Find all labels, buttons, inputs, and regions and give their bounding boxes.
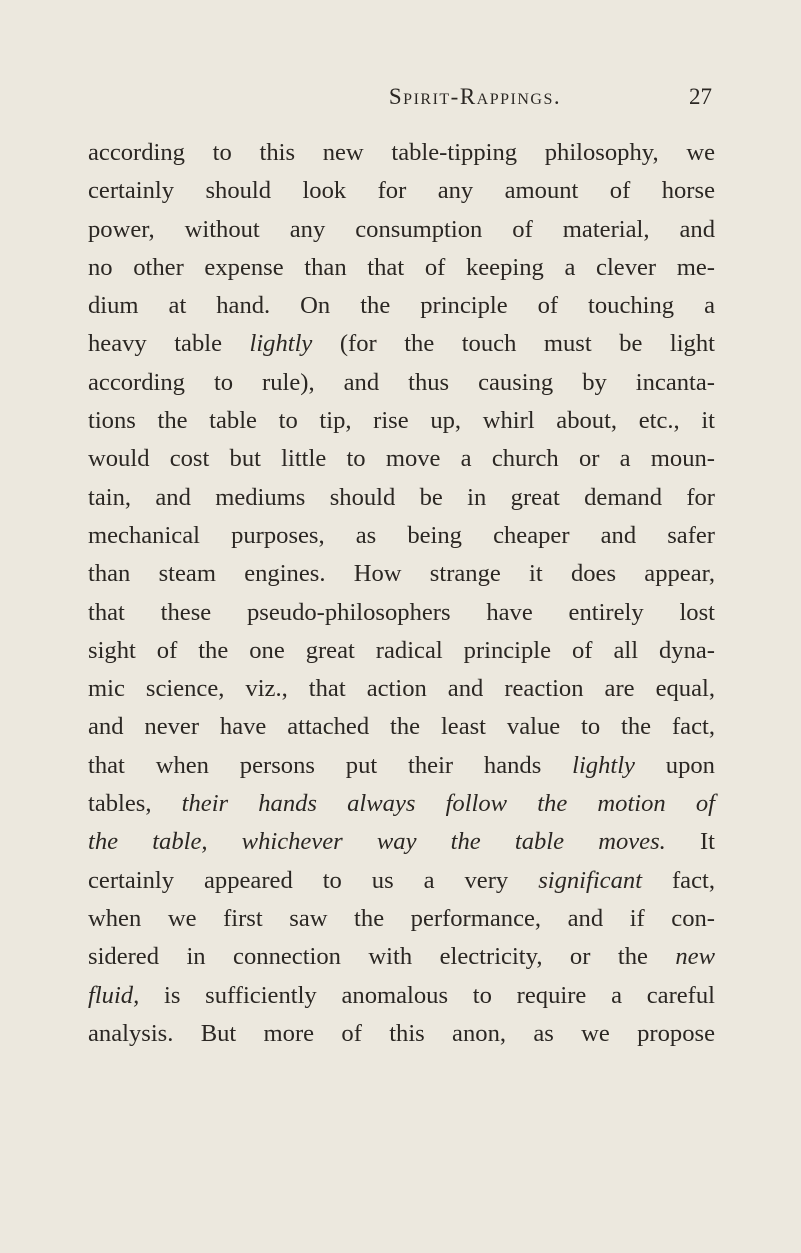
text-line: [88, 364, 715, 402]
text-line: [88, 517, 715, 555]
text-segment: certainly appeared to us a very: [88, 866, 539, 894]
italic-text: fluid,: [88, 981, 140, 1009]
text-line: [88, 900, 715, 938]
text-segment: It: [665, 828, 715, 856]
body-text: [88, 134, 715, 1053]
text-line: [88, 747, 715, 785]
text-line: [88, 555, 715, 593]
text-segment: dium at hand. On the principle of touching a: [88, 292, 715, 320]
text-segment: heavy table: [88, 330, 250, 358]
italic-text: significant: [538, 866, 643, 894]
text-segment: tions the table to tip, rise up, whirl about, etc., it: [88, 407, 715, 435]
text-line: [88, 670, 715, 708]
text-line: [88, 823, 715, 861]
text-segment: analysis. But more of this anon, as we propose: [88, 1019, 715, 1047]
text-segment: fact,: [642, 866, 715, 894]
running-head: Spirit-Rappings.: [388, 84, 562, 109]
text-line: [88, 249, 715, 287]
text-line: [88, 862, 715, 900]
text-line: [88, 977, 715, 1015]
text-segment: would cost but little to move a church or a moun-: [88, 445, 715, 473]
text-segment: when we first saw the performance, and if con-: [88, 904, 715, 932]
text-line: [88, 402, 715, 440]
text-line: [88, 440, 715, 478]
text-segment: is sufficiently anomalous to require a careful: [139, 981, 715, 1009]
text-line: [88, 1015, 715, 1053]
text-line: [88, 632, 715, 670]
page-number: 27: [689, 84, 712, 109]
text-line: [88, 134, 715, 172]
text-segment: tain, and mediums should be in great demand for: [88, 483, 715, 511]
text-segment: power, without any consumption of material, and: [88, 215, 715, 243]
text-segment: upon: [634, 751, 715, 779]
text-segment: mic science, viz., that action and reaction are equal,: [88, 675, 715, 703]
text-line: [88, 172, 715, 210]
text-line: [88, 287, 715, 325]
text-line: [88, 211, 715, 249]
text-segment: tables,: [88, 790, 182, 818]
text-line: [88, 938, 715, 976]
text-segment: than steam engines. How strange it does appear,: [88, 560, 715, 588]
text-line: [88, 479, 715, 517]
text-segment: that when persons put their hands: [88, 751, 573, 779]
text-segment: sight of the one great radical principle of all dyna-: [88, 636, 715, 664]
text-segment: according to this new table-tipping philosophy, we: [88, 139, 715, 166]
text-segment: and never have attached the least value to the fact,: [88, 713, 715, 741]
text-segment: no other expense than that of keeping a clever me-: [88, 253, 715, 281]
italic-text: lightly: [249, 330, 313, 358]
text-line: [88, 594, 715, 632]
italic-text: lightly: [572, 751, 635, 779]
italic-text: their hands always follow the motion of: [181, 790, 715, 818]
page-header: [150, 84, 720, 124]
text-segment: (for the touch must be light: [312, 330, 715, 358]
text-line: [88, 708, 715, 746]
text-line: [88, 785, 715, 823]
text-segment: sidered in connection with electricity, or the: [88, 943, 676, 971]
text-line: [88, 325, 715, 363]
italic-text: the table, whichever way the table moves.: [88, 828, 666, 856]
text-segment: certainly should look for any amount of horse: [88, 177, 715, 205]
text-segment: according to rule), and thus causing by incanta-: [88, 368, 715, 396]
text-segment: mechanical purposes, as being cheaper and safer: [88, 521, 715, 549]
text-segment: that these pseudo-philosophers have entirely lost: [88, 598, 715, 626]
italic-text: new: [675, 943, 715, 971]
